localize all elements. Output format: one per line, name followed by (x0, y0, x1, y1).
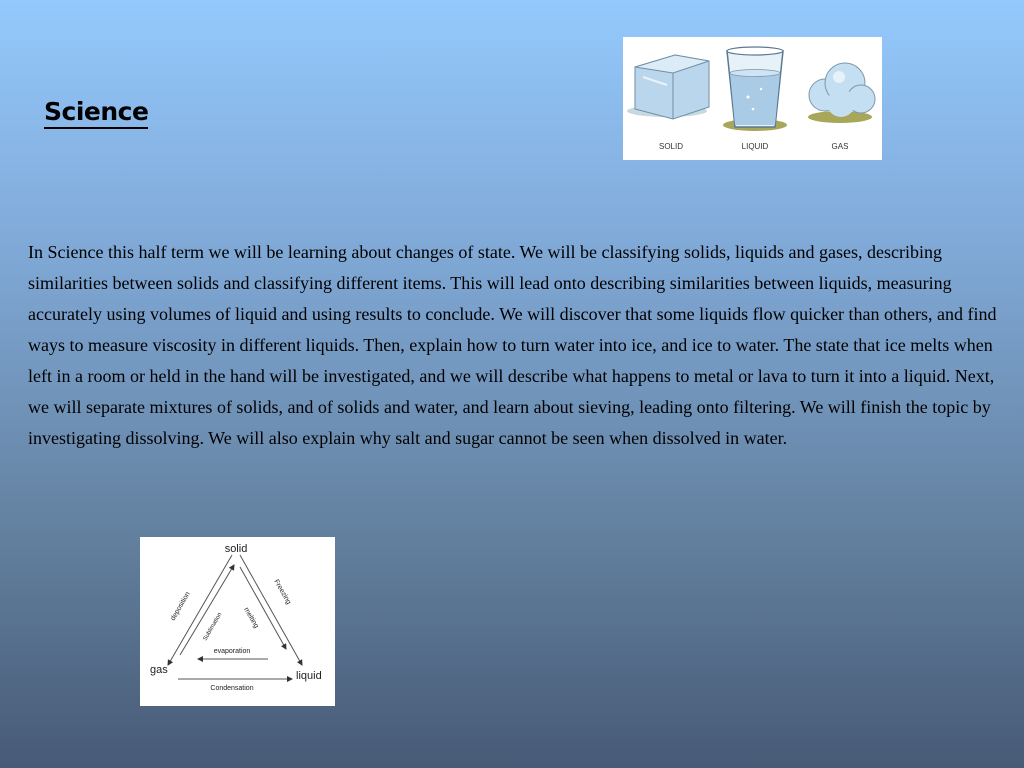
freezing-label: Freezing (272, 578, 292, 606)
states-of-matter-image (623, 37, 882, 160)
glass-of-water-icon (723, 47, 787, 131)
sublimation-label: Sublimation (202, 611, 224, 642)
gas-label: gas (150, 664, 168, 676)
slide-title: Science (44, 97, 148, 129)
solid-label: solid (224, 543, 248, 555)
deposition-label: deposition (169, 590, 192, 622)
gas-caption: GAS (831, 142, 849, 151)
ice-cube-icon (627, 55, 709, 119)
solid-caption: SOLID (658, 142, 684, 151)
evaporation-label: evaporation (213, 648, 251, 655)
cycle-arrows (168, 555, 302, 679)
body-paragraph: In Science this half term we will be learning about changes of state. We will be classifying solids, liquids and gases, describing similarities between solids and classifying different items. This will lead onto describing similarities between liquids, measuring accurately using volumes of liquid and using results to conclude. We will discover that some liquids flow quicker than others, and find ways to measure viscosity in different liquids. Then, explain how to turn water into ice, and ice to water. The state that ice melts when left in a room or held in the hand will be investigated, and we will describe what happens to metal or lava to turn it into a liquid. Next, we will separate mixtures of solids, and of solids and water, and learn about sieving, leading onto filtering. We will finish the topic by investigating dissolving. We will also explain why salt and sugar cannot be seen when dissolved in water. (28, 242, 997, 448)
condensation-label: Condensation (210, 685, 254, 692)
state-change-diagram (140, 537, 335, 706)
liquid-caption: LIQUID (741, 142, 769, 151)
liquid-label: liquid (296, 670, 322, 682)
melting-label: melting (242, 606, 260, 630)
gas-cloud-icon (808, 63, 875, 123)
